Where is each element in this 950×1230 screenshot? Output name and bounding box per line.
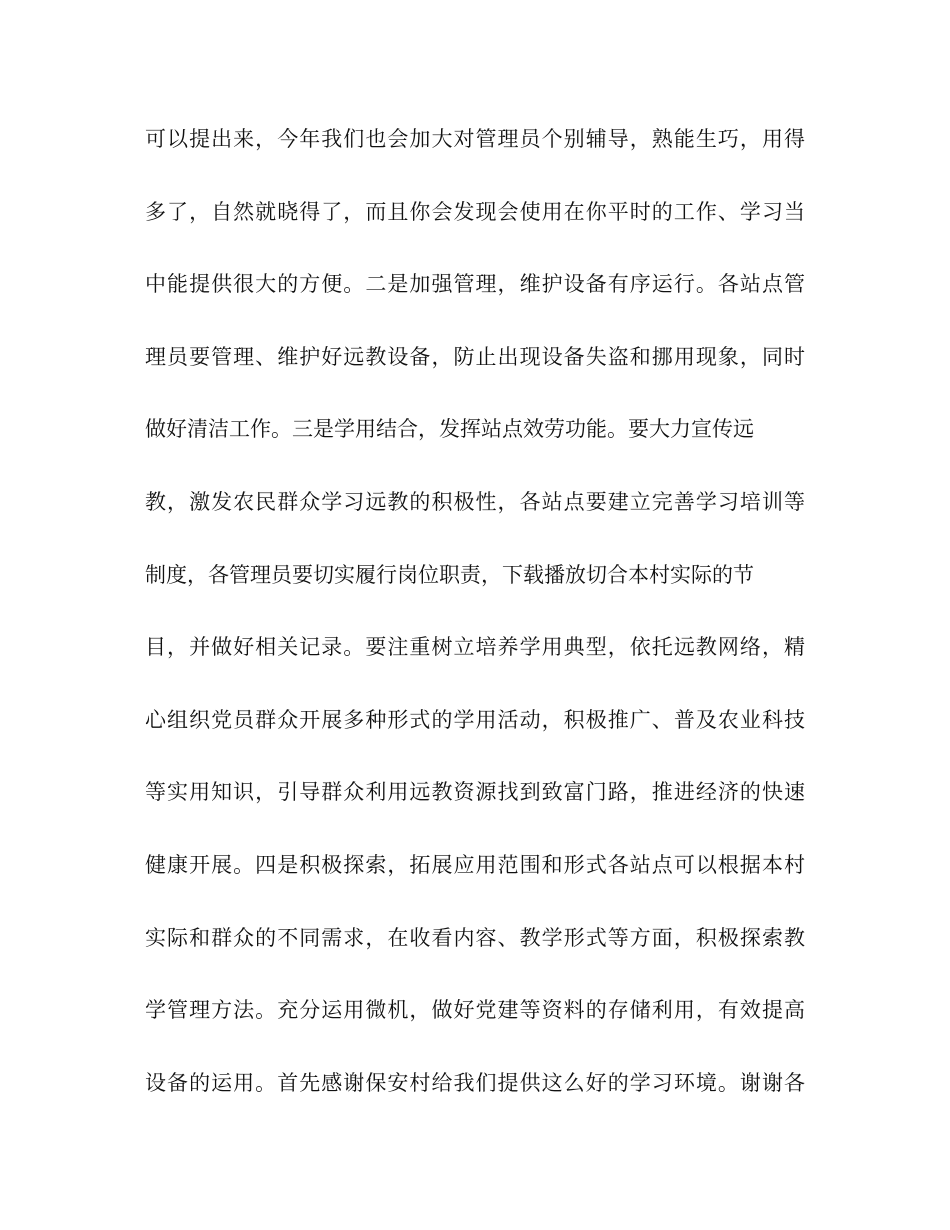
text-line: 制度，各管理员要切实履行岗位职责，下载播放切合本村实际的节 (145, 562, 754, 587)
text-line: 学管理方法。充分运用微机，做好党建等资料的存储利用，有效提高 (145, 998, 805, 1023)
text-line: 设备的运用。首先感谢保安村给我们提供这么好的学习环境。谢谢各 (145, 1070, 805, 1095)
text-line: 多了，自然就晓得了，而且你会发现会使用在你平时的工作、学习当 (145, 199, 805, 224)
text-line: 健康开展。四是积极探索，拓展应用范围和形式各站点可以根据本村 (145, 852, 805, 877)
text-line: 可以提出来，今年我们也会加大对管理员个别辅导，熟能生巧，用得 (145, 127, 805, 151)
text-line: 目，并做好相关记录。要注重树立培养学用典型，依托远教网络，精 (145, 635, 805, 660)
text-line: 中能提供很大的方便。二是加强管理，维护设备有序运行。各站点管 (145, 272, 805, 297)
text-line: 理员要管理、维护好远教设备，防止出现设备失盗和挪用现象，同时 (145, 344, 805, 369)
text-line: 实际和群众的不同需求，在收看内容、教学形式等方面，积极探索教 (145, 925, 805, 950)
text-line: 等实用知识，引导群众利用远教资源找到致富门路，推进经济的快速 (145, 780, 805, 805)
body-text (145, 117, 805, 1133)
text-line: 心组织党员群众开展多种形式的学用活动，积极推广、普及农业科技 (145, 707, 805, 732)
text-line: 教，激发农民群众学习远教的积极性，各站点要建立完善学习培训等 (145, 489, 805, 514)
text-line: 做好清洁工作。三是学用结合，发挥站点效劳功能。要大力宣传远 (145, 417, 754, 442)
